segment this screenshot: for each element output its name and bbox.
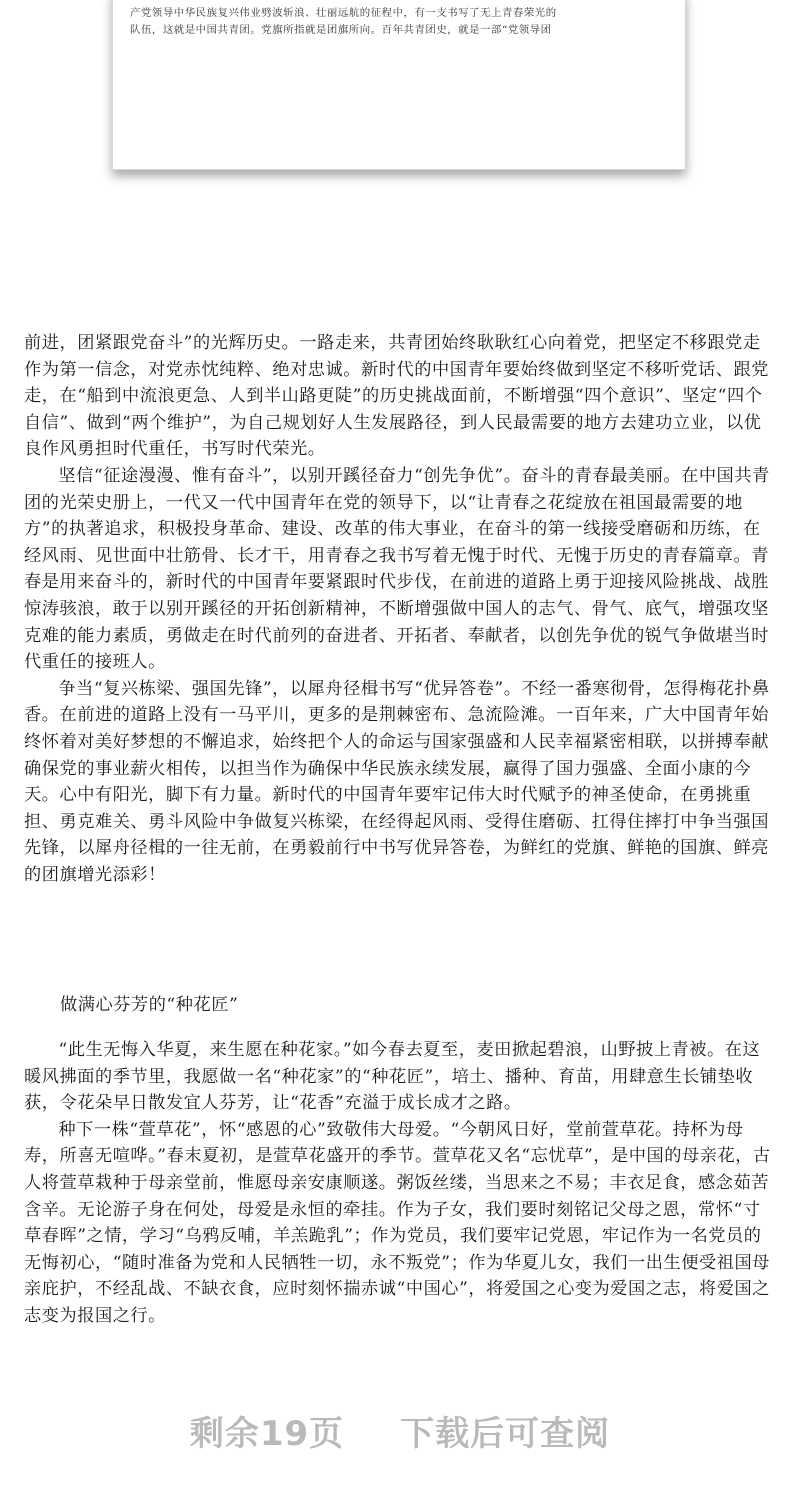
download-prompt[interactable]	[0, 1406, 800, 1455]
paragraph: “此生无悔入华夏，来生愿在种花家。”如今春去夏至，麦田掀起碧浪，山野披上青被。在这暖风拂面的季节里，我愿做一名“种花家”的“种花匠”，培土、播种、育苗，用肆意生长铺垫收获，令花朵早日散发宜人芬芳，让“花香”充溢于成长成才之路。	[24, 1040, 761, 1114]
preview-line: 队伍，这就是中国共青团。党旗所指就是团旗所向。百年共青团史，就是一部“党领导团	[130, 23, 552, 36]
section-title: 做满心芬芳的“种花匠”	[60, 995, 239, 1015]
paragraph: 前进，团紧跟党奋斗”的光辉历史。一路走来，共青团始终耿耿红心向着党，把坚定不移跟党走作为第一信念，对党赤忱纯粹、绝对忠诚。新时代的中国青年要始终做到坚定不移听党话、跟党走，在“船到中流浪更急、人到半山路更陡”的历史挑战面前，不断增强“四个意识”、坚定“四个自信”、做到“两个维护”，为自己规划好人生发展路径，到人民最需要的地方去建功立业，以优良作风勇担时代重任，书写时代荣光。	[24, 333, 769, 460]
paragraph: 争当“复兴栋梁、强国先锋”，以犀舟径楫书写“优异答卷”。不经一番寒彻骨，怎得梅花扑鼻香。在前进的道路上没有一马平川，更多的是荆棘密布、急流险滩。一百年来，广大中国青年始终怀着对美好梦想的不懈追求，始终把个人的命运与国家强盛和人民幸福紧密相联，以拼搏奉献确保党的事业薪火相传，以担当作为确保中华民族永续发展，赢得了国力强盛、全面小康的今天。心中有阳光，脚下有力量。新时代的中国青年要牢记伟大时代赋予的神圣使命，在勇挑重担、勇克难关、勇斗风险中争做复兴栋梁，在经得起风雨、受得住磨砺、扛得住摔打中争当强国先锋，以犀舟径楫的一往无前，在勇毅前行中书写优异答卷，为鲜红的党旗、鲜艳的国旗、鲜亮的团旗增光添彩！	[24, 678, 770, 885]
article-section-2	[24, 1037, 776, 1330]
remaining-pages-label: 剩余19页	[189, 1414, 345, 1454]
download-to-view-label[interactable]: 下载后可查阅	[400, 1414, 611, 1454]
preview-line: 产党领导中华民族复兴伟业劈波斩浪、壮丽远航的征程中，有一支书写了无上青春荣光的	[130, 7, 557, 19]
article-section-1	[24, 330, 776, 888]
paragraph: 坚信“征途漫漫、惟有奋斗”，以别开蹊径奋力“创先争优”。奋斗的青春最美丽。在中国共青团的光荣史册上，一代又一代中国青年在党的领导下，以“让青春之花绽放在祖国最需要的地方”的执著追求，积极投身革命、建设、改革的伟大事业，在奋斗的第一线接受磨砺和历练，在经风雨、见世面中壮筋骨、长才干，用青春之我书写着无愧于时代、无愧于历史的青春篇章。青春是用来奋斗的，新时代的中国青年要紧跟时代步伐，在前进的道路上勇于迎接风险挑战、战胜惊涛骇浪，敢于以别开蹊径的开拓创新精神，不断增强做中国人的志气、骨气、底气，增强攻坚克难的能力素质，勇做走在时代前列的奋进者、开拓者、奉献者，以创先争优的锐气争做堪当时代重任的接班人。	[24, 465, 770, 673]
page-preview-thumbnail	[112, 0, 686, 170]
preview-text	[130, 0, 670, 38]
paragraph: 种下一株“萱草花”，怀“感恩的心”致敬伟大母爱。“今朝风日好，堂前萱草花。持杯为母寿，所喜无喧哗。”春末夏初，是萱草花盛开的季节。萱草花又名“忘忧草”，是中国的母亲花，古人将萱草栽种于母亲堂前，惟愿母亲安康顺遂。粥饭丝缕，当思来之不易；丰衣足食，感念茹苦含辛。无论游子身在何处，母爱是永恒的牵挂。作为子女，我们要时刻铭记父母之恩，常怀“寸草春晖”之情，学习“乌鸦反哺，羊羔跪乳”；作为党员，我们要牢记党恩，牢记作为一名党员的无悔初心，“随时准备为党和人民牺牲一切，永不叛党”；作为华夏儿女，我们一出生便受祖国母亲庇护，不经乱战、不缺衣食，应时刻怀揣赤诚“中国心”，将爱国之心变为爱国之志，将爱国之志变为报国之行。	[24, 1119, 771, 1326]
